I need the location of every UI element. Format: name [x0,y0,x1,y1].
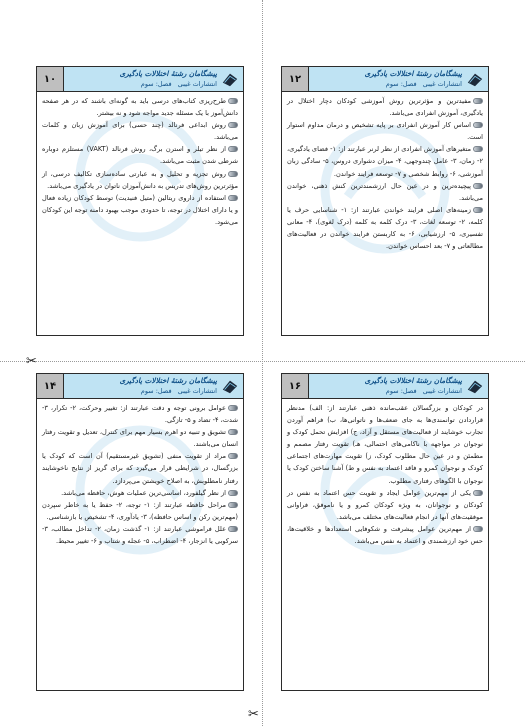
list-item: مفیدترین و مؤثرترین روش آموزشی کودکان دچار اختلال در یادگیری، آموزش انفرادی می‌باشد. [287,97,483,118]
list-item: تشویق و تنبیه دو اهرم بسیار مهم برای کنترل، تعدیل و تقویت رفتار انسان می‌باشند. [42,428,238,449]
list-item: اساس کار آموزش انفرادی بر پایه تشخیص و درمان مداوم استوار است. [287,121,483,142]
list-item: مراحل حافظه عبارتند از: ۱- توجه، ۲- حفظ یا به خاطر سپردن (مهم‌ترین رکن و اساس حافظه)، ۳- یادآوری، ۴- تشخیص یا بازشناسی. [42,500,238,521]
flashcard-12 [281,66,489,336]
bullet-icon [228,453,238,459]
card-header [282,67,488,92]
card-number: ۱۲ [282,67,309,91]
list-item: روش تجزیه و تحلیل و به عبارتی ساده‌سازی تکالیف درسی، از مؤثرترین روش‌های تدریس به دانش‌آموزان ناتوان در یادگیری می‌باشد. [42,169,238,190]
bullet-icon [228,146,238,152]
list-item: عوامل برونی توجه و دقت عبارتند از: تغییر وحرکت، ۲- تکرار، ۳- شدت، ۴- تضاد و ۵- تازگی. [42,404,238,425]
list-item: از مهم‌ترین عوامل پیشرفت و شکوفایی استعدادها و خلاقیت‌ها، حس خود ارزشمندی و اعتماد به نفس می‌باشد. [287,524,483,546]
book-logo-icon [466,377,484,395]
header-title: پیشگامان رشتهٔ اختلالات یادگیری [364,69,462,78]
bullet-icon [473,490,483,496]
bullet-icon [473,183,483,189]
scissors-icon: ✂ [26,354,37,369]
list-item: روش ابداعی فرنالد (چند حسی) برای آموزش زبان و کلمات می‌باشد. [42,121,238,142]
bullet-icon [228,502,238,508]
bullet-icon [228,122,238,128]
list-item: از نظر تیلر و استرن برگ، روش فرنالد (VAKT) مستلزم دوباره شرطی شدن مثبت می‌باشد. [42,145,238,166]
bullet-icon [228,171,238,177]
book-logo-icon [466,70,484,88]
book-logo-icon [221,377,239,395]
card-header [282,374,488,399]
card-number: ۱۴ [37,374,64,398]
bullet-icon [473,122,483,128]
card-body [37,399,243,551]
bullet-icon [473,207,483,213]
header-subtitle: انتشارات غیبی فصل: سوم [385,80,462,88]
bullet-icon [228,405,238,411]
header-subtitle: انتشارات غیبی فصل: سوم [140,387,217,395]
header-title: پیشگامان رشتهٔ اختلالات یادگیری [119,69,217,78]
bullet-icon [228,98,238,104]
list-item: از نظر گیلفورد، اساسی‌ترین عملیات هوش، حافظه می‌باشد. [42,487,238,499]
vertical-cut-line [262,0,263,726]
bullet-icon [473,98,483,104]
bullet-icon [228,195,238,201]
header-title: پیشگامان رشتهٔ اختلالات یادگیری [119,376,217,385]
bullet-icon [228,490,238,496]
card-number: ۱۶ [282,374,309,398]
list-item: استفاده از داروی ریتالین (متیل فنیدیت) توسط کودکان زیاده فعال و یا دارای اختلال در توجه، تا حدودی موجب بهبود دامنه توجه این کودکان می‌شود. [42,193,238,226]
card-body [282,92,488,256]
bullet-icon [228,526,238,532]
card-number: ۱۰ [37,67,64,91]
bullet-icon [473,526,483,532]
card-header [37,67,243,92]
bullet-icon [228,429,238,435]
card-body [282,399,488,551]
flashcard-14 [36,373,244,691]
list-item: در کودکان و بزرگسالان عقب‌مانده ذهنی عبارتند از: الف) مدنظر قراردادن توانمندی‌ها به جای ضعف‌ها و ناتوانی‌ها، ب) فراهم آوردن تجارب خوشایند از فعالیت‌های مستقل و آزاد، ج) افزایش تحمل کودک و نوجوان در مواجهه با ناکامی‌های احتمالی، هـ) تقویت رفتار مصمم و مطمئن و در عین حال مطلوب کودک، ز) تقویت مهارت‌های اجتماعی کودک و نوجوان کمرو و فاقد اعتماد به نفس و ط) آشنا ساختن کودک یا نوجوان با الگوهای رفتاری مطلوب. [287,404,483,485]
header-title: پیشگامان رشتهٔ اختلالات یادگیری [364,376,462,385]
card-header [37,374,243,399]
list-item: پیچیده‌ترین و در عین حال ارزشمندترین کنش ذهنی، خواندن می‌باشد. [287,181,483,202]
flashcard-10 [36,66,244,336]
list-item: یکی از مهم‌ترین عوامل ایجاد و تقویت حس اعتماد به نفس در کودکان و نوجوانان، به ویژه کودکان کمرو و یا ناموفق، فراوانی موفقیت‌های آنها در انجام فعالیت‌های مختلف می‌باشد. [287,488,483,521]
bullet-icon [473,146,483,152]
header-subtitle: انتشارات غیبی فصل: سوم [140,80,217,88]
list-item: زمینه‌های اصلی فرایند خواندن عبارتند از: ۱- شناسایی حرف یا کلمه، ۲- توسعه لغات، ۳- درک کلمه به کلمه (درک لغوی)، ۴- معانی تفسیری، ۵- ارزشیابی، ۶- به کاربستن فرایند خواندن در فعالیت‌های مطالعاتی و ۷- بعد احساس خواندن. [287,205,484,251]
book-logo-icon [221,70,239,88]
scissors-icon: ✂ [248,707,259,722]
card-body [37,92,243,232]
list-item: علل فراموشی عبارتند از: ۱- گذشت زمان، ۲- تداخل مطالب، ۳- سرکوبی یا انزجار، ۴- اضطراب، ۵- عجله و شتاب و ۶- تغییر محیط. [42,524,238,546]
list-item: طرح‌ریزی کتاب‌های درسی باید به گونه‌ای باشند که در هر صفحه دانش‌آموز با یک مسئله جدید مواجه شود و نه بیشتر. [42,97,238,118]
list-item: مراد از تقویت منفی (تشویق غیرمستقیم) آن است که کودک یا بزرگسال، در شرایطی قرار می‌گیرد که برای گریز از نتایج ناخوشایند رفتار نامطلوبش، به اصلاح خویشتن می‌پردازد. [42,452,238,485]
list-item: متغیرهای آموزش انفرادی از نظر لرنر عبارتند از: ۱- فضای یادگیری، ۲- زمان، ۳- عامل چندوجهی، ۴- میزان دشواری دروس، ۵- سادگی زبان آموزشی، ۶- روابط شخصی و ۷- توسعه فرایند خواندن. [287,145,483,178]
header-subtitle: انتشارات غیبی فصل: سوم [385,387,462,395]
flashcard-16 [281,373,489,691]
